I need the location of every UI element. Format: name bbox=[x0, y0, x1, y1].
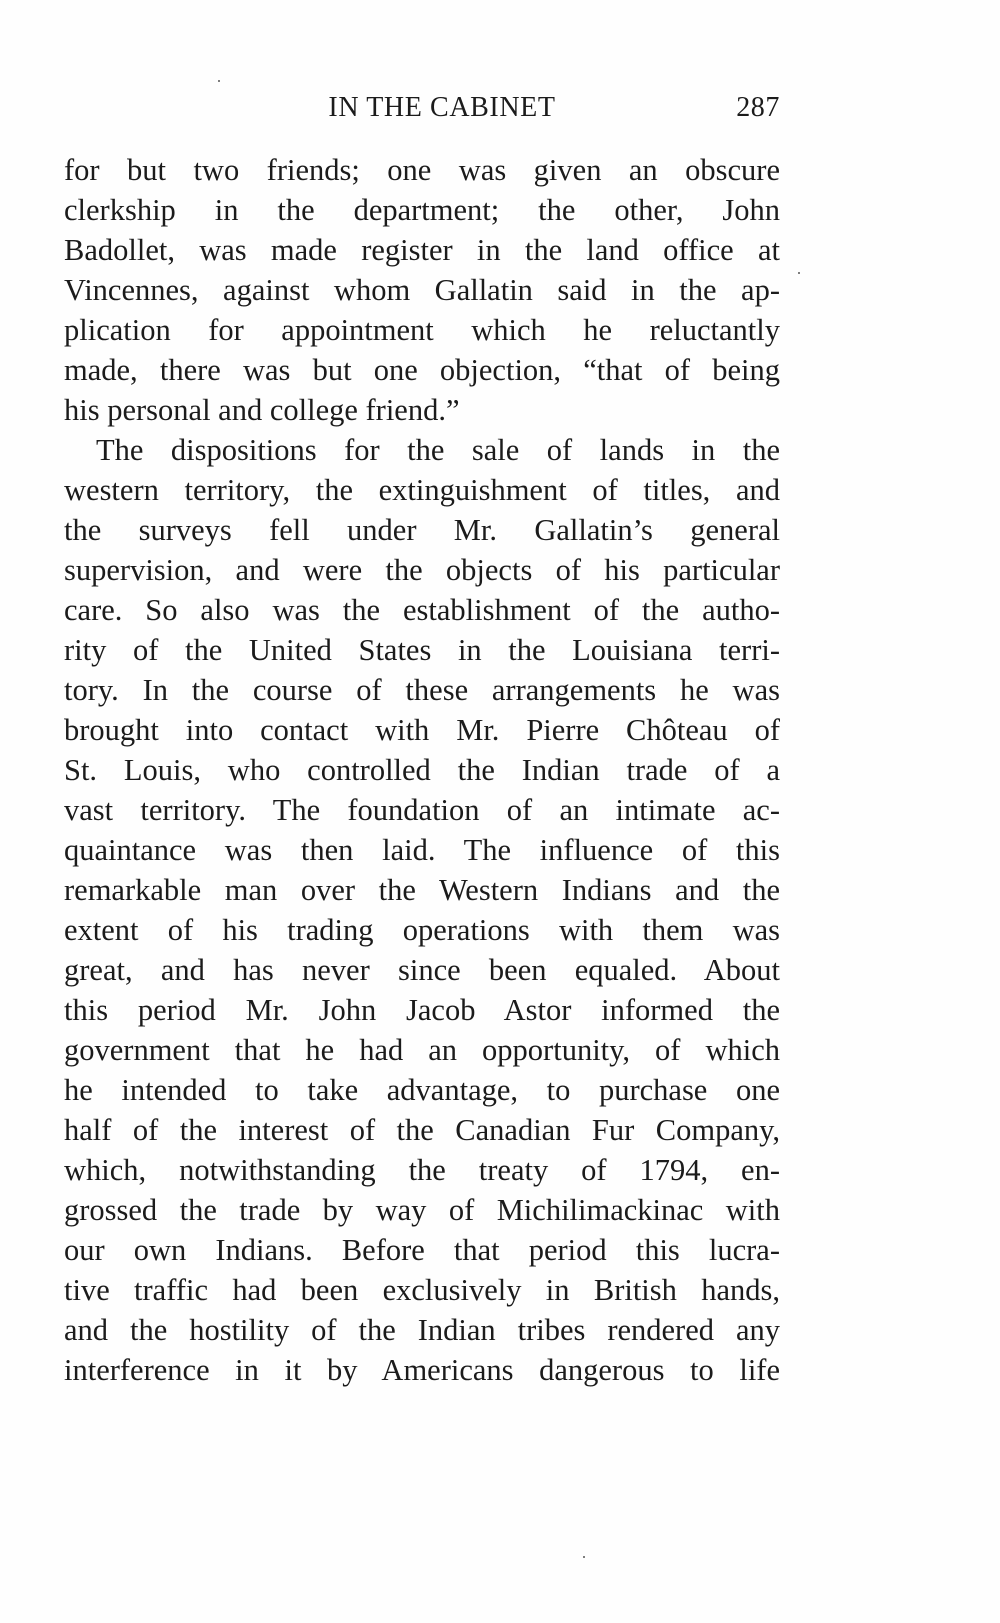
text-line: supervision, and were the objects of his particular bbox=[64, 553, 780, 587]
text-line: made, there was but one objection, “that of being bbox=[64, 353, 780, 387]
paragraph bbox=[64, 150, 780, 430]
text-line: this period Mr. John Jacob Astor informed the bbox=[64, 993, 780, 1027]
text-line: quaintance was then laid. The influence of this bbox=[64, 833, 780, 867]
text-line: tive traffic had been exclusively in British hands, bbox=[64, 1273, 780, 1307]
text-line: vast territory. The foundation of an intimate ac- bbox=[64, 793, 780, 827]
text-line: and the hostility of the Indian tribes rendered any bbox=[64, 1313, 780, 1347]
print-speck bbox=[798, 272, 800, 274]
paragraph bbox=[64, 430, 780, 1390]
body-text bbox=[64, 150, 780, 1390]
text-line: The dispositions for the sale of lands in the bbox=[96, 433, 780, 467]
text-line: which, notwithstanding the treaty of 1794, en- bbox=[64, 1153, 780, 1187]
text-line: interference in it by Americans dangerous to life bbox=[64, 1353, 780, 1387]
text-line: clerkship in the department; the other, John bbox=[64, 193, 780, 227]
text-line: grossed the trade by way of Michilimackinac with bbox=[64, 1193, 780, 1227]
text-line: great, and has never since been equaled. About bbox=[64, 953, 780, 987]
text-line: government that he had an opportunity, of which bbox=[64, 1033, 780, 1067]
text-line: the surveys fell under Mr. Gallatin’s general bbox=[64, 513, 780, 547]
text-line: Vincennes, against whom Gallatin said in the ap- bbox=[64, 273, 780, 307]
text-line: brought into contact with Mr. Pierre Chôteau of bbox=[64, 713, 780, 747]
running-title: IN THE CABINET bbox=[328, 92, 556, 123]
text-line: half of the interest of the Canadian Fur Company, bbox=[64, 1113, 780, 1147]
running-header bbox=[64, 92, 780, 132]
text-line: remarkable man over the Western Indians and the bbox=[64, 873, 780, 907]
text-line: he intended to take advantage, to purchase one bbox=[64, 1073, 780, 1107]
print-speck bbox=[218, 80, 220, 82]
text-line: St. Louis, who controlled the Indian trade of a bbox=[64, 753, 780, 787]
text-line: plication for appointment which he reluctantly bbox=[64, 313, 780, 347]
text-line: rity of the United States in the Louisiana terri- bbox=[64, 633, 780, 667]
text-line: care. So also was the establishment of the autho- bbox=[64, 593, 780, 627]
text-line: extent of his trading operations with them was bbox=[64, 913, 780, 947]
text-line: tory. In the course of these arrangements he was bbox=[64, 673, 780, 707]
print-speck bbox=[583, 1556, 585, 1558]
text-line: our own Indians. Before that period this lucra- bbox=[64, 1233, 780, 1267]
text-line: Badollet, was made register in the land office at bbox=[64, 233, 780, 267]
text-line: western territory, the extinguishment of titles, and bbox=[64, 473, 780, 507]
text-line: his personal and college friend.” bbox=[64, 393, 460, 427]
page-number: 287 bbox=[736, 92, 780, 123]
text-line: for but two friends; one was given an obscure bbox=[64, 153, 780, 187]
